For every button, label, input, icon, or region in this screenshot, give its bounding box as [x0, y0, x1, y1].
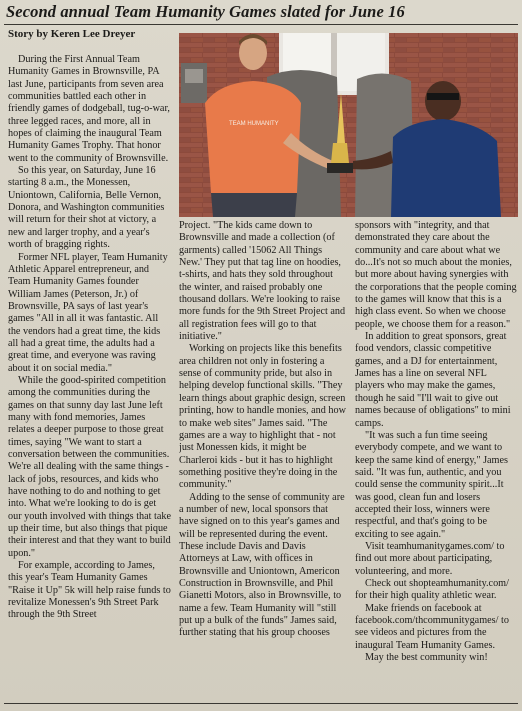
paragraph: Check out shopteamhumanity.com/ for their high quality athletic wear.	[355, 577, 509, 602]
article-byline: Story by Keren Lee Dreyer	[8, 28, 136, 40]
paragraph: Working on projects like this benefits area children not only in fostering a sense of community pride, but also in helping develop functional skills. "They learn things about graphic design, screen printing, how to handle monies, and how to make web sites" James said. "The games are a way to highlight that - not just Monessen kids, it might be Charleroi kids - but it has to highlight something positive they're doing in the community."	[179, 343, 346, 491]
paragraph: sponsors with "integrity, and that demonstrated they care about the community and care about what we do...It's not so much about the monies, but more about having synergies with the corporations that the people coming to the games will know that this is a high class event. So when we choose people, we choose them for a reason."	[355, 220, 517, 330]
paragraph: Visit teamhumanitygames.com/ to find out more about participating, volunteering, and more.	[355, 540, 505, 577]
paragraph: "It was such a fun time seeing everybody compete, and we want to keep the same kind of energy," James said. "It was fun, authentic, and you could sense the community spirit...It was good, clean fun and losers accepted their loss, winners were respectful, and that's going to be exciting to see again."	[355, 429, 508, 540]
headline-rule	[4, 24, 518, 25]
paragraph: May the best community win!	[365, 652, 488, 664]
paragraph: Project. "The kids came down to Brownsville and made a collection (of garments) called '15062 All Things New.' They put that tag line on hoodies, t-shirts, and hats they sold throughout the winter, and raised probably one thousand dollars. We're looking to raise more funds for the 9th Street Project and all registration fees will go to that initiative."	[179, 220, 346, 343]
article-column-1	[8, 54, 171, 706]
article-headline: Second annual Team Humanity Games slated for June 16	[6, 2, 405, 21]
paragraph: For example, according to James, this year's Team Humanity Games "Raise it Up" 5k will help raise funds to revitalize Monessen's 9th Street Park through the 9th Street	[8, 560, 171, 621]
bottom-rule	[4, 703, 518, 704]
shirt-logo-text: TEAM HUMANITY	[229, 121, 279, 127]
paragraph: Make friends on facebook at facebook.com/thcommunitygames/ to see videos and pictures from the inaugural Team Humanity Games.	[355, 602, 509, 651]
article-column-2	[179, 220, 347, 706]
paragraph: Adding to the sense of community are a number of new, local sponsors that have signed on to this year's games and will be represented during the event. These include Davis and Davis Attorneys at Law, with offices in Brownsville and Uniontown, Americon Construction in Brownsville, and Phil Gianetti Motors, also in Brownsville, to name a few. Team Humanity will "still put up a bulk of the funds" James said, further stating that his group chooses	[179, 491, 345, 639]
article-column-3	[355, 220, 518, 706]
trophy-presentation-photo	[179, 33, 518, 217]
paragraph: In addition to great sponsors, great food vendors, classic competitive games, and a DJ for entertainment, James has a line on several NFL players who may make the games, though he said "I'll wait to give out names because of obligations" to mini camps.	[355, 331, 511, 429]
paragraph: During the First Annual Team Humanity Games in Brownsville, PA last June, participants from seven area communities battled each other in friendly games of dodgeball, tug-o-war, three legged races, and more, all in hopes of claiming the inaugural Team Humanity Games Trophy. That honor went to the community of Brownsville.	[8, 54, 170, 164]
paragraph: While the good-spirited competition among the communities during the games on that sunny day last June left many with fond memories, James relates a deeper purpose to those great times, saying "We want to start a conversation between the communities. We're all dealing with the same things - lack of jobs, resources, and kids who have nothing to do and nothing to get into. What we're looking to do is get our youth involved with things that take up their time, but also things that pique their interest and that they want to build upon."	[8, 374, 171, 559]
paragraph: So this year, on Saturday, June 16 starting 8 a.m., the Monessen, Uniontown, California, Belle Vernon, Donora, and Washington communities will return for their shot at victory, a new and larger trophy, and a year's worth of bragging rights.	[8, 165, 165, 251]
paragraph: Former NFL player, Team Humanity Athletic Apparel entrepreneur, and Team Humanity Games founder William James (Peterson, Jr.) of Brownsville, PA says of last year's games "All in all it was fantastic. All the vendors had a great time, the kids all had a great time, the adults had a great time, and everyone was raving about it on social media."	[8, 251, 168, 374]
